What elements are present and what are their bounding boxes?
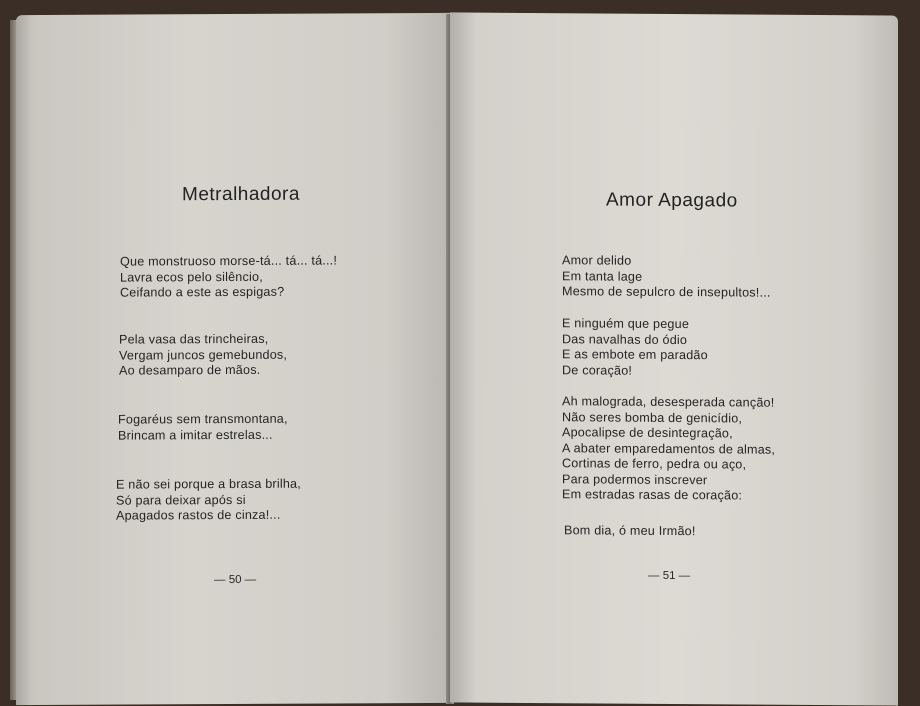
poem-line: E ninguém que pegue: [562, 316, 690, 332]
stanza: [119, 332, 287, 379]
stanza: [118, 412, 288, 444]
stanza: [116, 477, 301, 524]
poem-line: Lavra ecos pelo silêncio,: [120, 269, 263, 285]
poem-title-left: Metralhadora: [182, 183, 300, 206]
poem-line: Que monstruoso morse-tá... tá... tá...!: [120, 253, 338, 269]
poem-line: Fogaréus sem transmontana,: [118, 411, 288, 427]
poem-line: Cortinas de ferro, pedra ou aço,: [562, 456, 747, 472]
poem-title-right: Amor Apagado: [606, 189, 738, 212]
right-page: [450, 12, 898, 705]
page-number-left: — 50 —: [214, 573, 257, 587]
stanza: [564, 523, 696, 539]
poem-line: Não seres bomba de genicídio,: [562, 409, 743, 425]
poem-line: De coração!: [562, 362, 633, 378]
poem-line: A abater emparedamentos de almas,: [562, 440, 776, 457]
page-number-right: — 51 —: [648, 569, 691, 583]
stanza: [562, 394, 775, 504]
poem-line: Mesmo de sepulcro de insepultos!...: [562, 284, 771, 300]
poem-line: Das navalhas do ódio: [562, 331, 688, 347]
poem-line: E as embote em paradão: [562, 347, 708, 363]
poem-line: Pela vasa das trincheiras,: [119, 331, 269, 347]
poem-line: Ao desamparo de mãos.: [119, 362, 261, 378]
stanza: [562, 316, 708, 379]
poem-line: Brincam a imitar estrelas...: [118, 427, 273, 443]
poem-line: Para podermos inscrever: [562, 471, 708, 487]
poem-line: Apocalipse de desintegração,: [562, 425, 733, 441]
poem-line: Amor delido: [562, 253, 632, 268]
poem-line: Ah malograda, desesperada canção!: [562, 394, 775, 410]
left-page: [16, 13, 450, 705]
poem-line: Em tanta lage: [562, 268, 643, 284]
poem-line: Bom dia, ó meu Irmão!: [564, 523, 696, 539]
poem-line: Ceifando a este as espigas?: [120, 284, 285, 300]
poem-line: Vergam juncos gemebundos,: [119, 347, 288, 363]
stanza: [562, 253, 771, 301]
poem-line: Apagados rastos de cinza!...: [116, 507, 281, 523]
stanza: [120, 253, 337, 301]
poem-line: Só para deixar após si: [116, 492, 246, 508]
poem-line: Em estradas rasas de coração:: [562, 487, 743, 503]
poem-line: E não sei porque a brasa brilha,: [116, 476, 301, 492]
